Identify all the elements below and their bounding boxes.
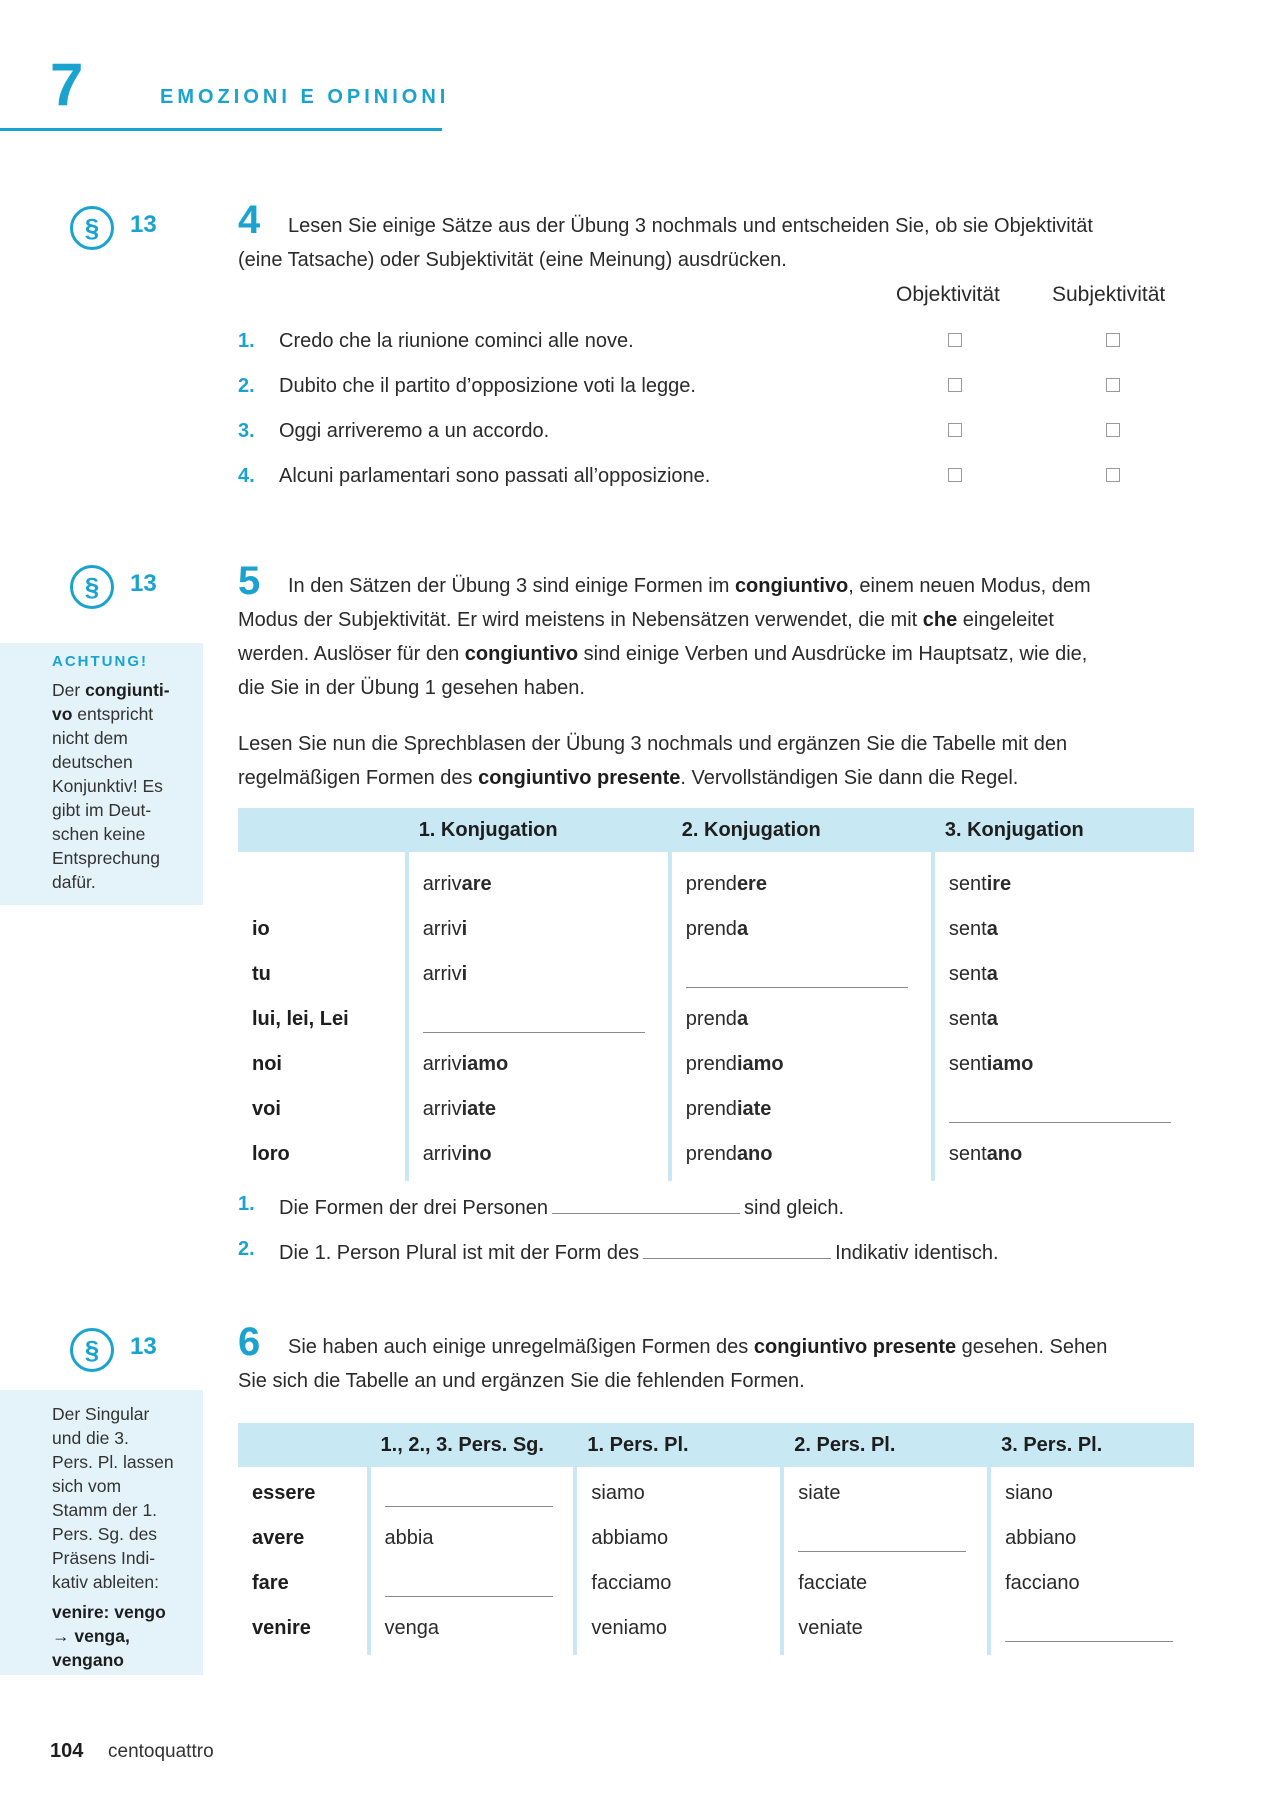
page-number-word: centoquattro [108,1741,214,1762]
irregular-forms-table [238,1423,1194,1655]
person-label: tu [252,963,271,985]
rule-sentence: Die 1. Person Plural ist mit der Form des Indikativ identisch. [279,1238,999,1265]
answer-blank[interactable] [643,1238,831,1259]
verb-form: abbiamo [591,1527,669,1549]
achtung-note [0,643,203,905]
answer-blank[interactable] [1005,1606,1194,1651]
infinitive: sentire [948,873,1012,895]
table-header: 1., 2., 3. Pers. Sg. [367,1423,574,1467]
verb-form: senta [948,1008,998,1030]
exercise-instruction: Sie sich die Tabelle an und ergänzen Sie die fehlenden Formen. [238,1370,805,1392]
checkbox-objektiv[interactable] [948,378,962,392]
conjugation-column-3 [931,852,1194,1181]
verb-label: venire [252,1617,311,1639]
verb-form: arriviamo [422,1053,509,1075]
checkbox-subjektiv[interactable] [1106,468,1120,482]
note-text: Der Singular und die 3. Pers. Pl. lassen sich vom Stamm der 1. Pers. Sg. des Präsens Indi- kativ ableiten: venire: vengo → venga, vengano [52,1404,174,1670]
verb-form: arrivi [422,918,468,940]
answer-blank[interactable] [798,1516,987,1561]
verb-form: prenda [685,1008,749,1030]
conjugation-column-2 [668,852,931,1181]
verb-label: avere [252,1527,305,1549]
checkbox-objektiv[interactable] [948,333,962,347]
checkbox-subjektiv[interactable] [1106,423,1120,437]
verb-form: prendano [685,1143,773,1165]
chapter-title: EMOZIONI E OPINIONI [160,86,450,108]
verb-form: facciamo [591,1572,672,1594]
verb-form: prenda [685,918,749,940]
table-header: 2. Pers. Pl. [780,1423,987,1467]
verb-form: facciano [1005,1572,1080,1594]
answer-blank[interactable] [423,997,668,1042]
item-sentence: Dubito che il partito d’opposizione voti la legge. [279,375,696,397]
item-sentence: Credo che la riunione cominci alle nove. [279,330,634,352]
table-header: 1. Konjugation [405,808,668,852]
verb-form: abbia [384,1527,434,1549]
verb-form: siate [798,1482,841,1504]
chapter-number: 7 [50,51,84,118]
person-label: voi [252,1098,281,1120]
exercise-instruction: (eine Tatsache) oder Subjektivität (eine Meinung) ausdrücken. [238,249,787,271]
rule-sentence: Die Formen der drei Personen sind gleich. [279,1193,844,1220]
table-header: 2. Konjugation [668,808,931,852]
verb-form: senta [948,963,998,985]
achtung-title: ACHTUNG! [52,653,148,670]
verb-form: siano [1005,1482,1053,1504]
checkbox-subjektiv[interactable] [1106,333,1120,347]
verb-label: essere [252,1482,316,1504]
column-header-objektivitaet: Objektivität [896,283,1000,306]
item-sentence: Alcuni parlamentari sono passati all’opposizione. [279,465,711,487]
column-header-subjektivitaet: Subjektivität [1052,283,1166,306]
person-label: loro [252,1143,290,1165]
table-header [238,1423,367,1467]
singular-column [367,1467,574,1655]
second-plural-column [780,1467,987,1655]
item-number: 1. [238,330,255,352]
table-header: 3. Pers. Pl. [987,1423,1194,1467]
exercise-instruction: die Sie in der Übung 1 gesehen haben. [238,677,585,699]
verb-form: veniate [798,1617,863,1639]
infinitive: arrivare [422,873,492,895]
verb-form: arrivi [422,963,468,985]
page-number: 104 [50,1740,84,1762]
exercise-instruction: regelmäßigen Formen des congiuntivo presente. Vervollständigen Sie dann die Regel. [238,767,1019,789]
verb-form: arriviate [422,1098,497,1120]
item-number: 3. [238,420,255,442]
verb-form: venga [384,1617,440,1639]
verb-form: prendiamo [685,1053,784,1075]
exercise-number: 6 [238,1320,261,1364]
verb-form: arrivino [422,1143,492,1165]
grammar-reference: 13 [130,1333,157,1360]
exercise-number: 4 [238,198,261,242]
derivation-note [0,1390,203,1675]
exercise-instruction: Lesen Sie nun die Sprechblasen der Übung 3 nochmals und ergänzen Sie die Tabelle mit den [238,733,1068,755]
conjugation-column-1 [405,852,668,1181]
table-header: 1. Pers. Pl. [573,1423,780,1467]
checkbox-subjektiv[interactable] [1106,378,1120,392]
item-sentence: Oggi arriveremo a un accordo. [279,420,550,442]
answer-blank[interactable] [686,952,931,997]
verb-form: sentano [948,1143,1023,1165]
checkbox-objektiv[interactable] [948,468,962,482]
paragraph-icon: § [70,565,114,609]
grammar-reference: 13 [130,211,157,238]
person-label: noi [252,1053,282,1075]
exercise-instruction: Lesen Sie einige Sätze aus der Übung 3 nochmals und entscheiden Sie, ob sie Objektivität [288,215,1093,237]
rule-number: 2. [238,1238,255,1260]
exercise-number: 5 [238,559,261,603]
person-column [238,852,405,1181]
paragraph-icon: § [70,206,114,250]
checkbox-objektiv[interactable] [948,423,962,437]
person-label: lui, lei, Lei [252,1008,349,1030]
verb-form: siamo [591,1482,645,1504]
answer-blank[interactable] [949,1087,1194,1132]
third-plural-column [987,1467,1194,1655]
verb-form: veniamo [591,1617,667,1639]
verb-form: abbiano [1005,1527,1077,1549]
achtung-text: Der congiunti- vo entspricht nicht dem deutschen Konjunktiv! Es gibt im Deut- schen keine Entsprechung dafür. [52,680,170,892]
verb-form: sentiamo [948,1053,1034,1075]
paragraph-icon: § [70,1328,114,1372]
person-label: io [252,918,270,940]
grammar-reference: 13 [130,570,157,597]
answer-blank[interactable] [385,1471,574,1516]
answer-blank[interactable] [385,1561,574,1606]
table-header: 3. Konjugation [931,808,1194,852]
verb-column [238,1467,367,1655]
exercise-instruction: Sie haben auch einige unregelmäßigen Formen des congiuntivo presente gesehen. Sehen [288,1336,1108,1358]
table-header [238,808,405,852]
conjugation-table [238,808,1194,1181]
infinitive: prendere [685,873,767,895]
rule-number: 1. [238,1193,255,1215]
item-number: 4. [238,465,255,487]
verb-form: senta [948,918,998,940]
answer-blank[interactable] [552,1193,740,1214]
chapter-underline [0,128,442,131]
exercise-instruction: Modus der Subjektivität. Er wird meistens in Nebensätzen verwendet, die mit che eingeleitet [238,609,1054,631]
verb-label: fare [252,1572,289,1594]
exercise-instruction: In den Sätzen der Übung 3 sind einige Formen im congiuntivo, einem neuen Modus, dem [288,575,1091,597]
exercise-instruction: werden. Auslöser für den congiuntivo sind einige Verben und Ausdrücke im Hauptsatz, wie die, [238,643,1088,665]
verb-form: prendiate [685,1098,772,1120]
verb-form: facciate [798,1572,868,1594]
item-number: 2. [238,375,255,397]
first-plural-column [573,1467,780,1655]
